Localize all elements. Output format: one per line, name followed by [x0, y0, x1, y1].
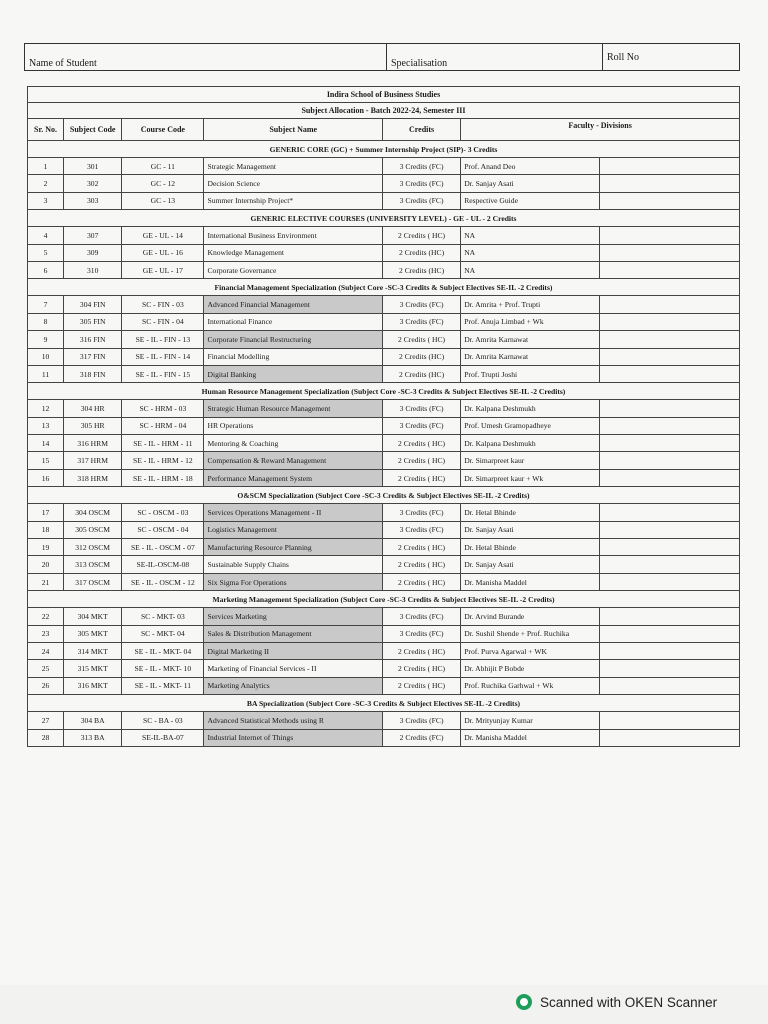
sr-no-cell: 12	[28, 400, 64, 417]
sr-no-cell: 10	[28, 348, 64, 365]
sr-no-cell: 23	[28, 625, 64, 642]
credits-cell: 2 Credits ( HC)	[382, 435, 460, 452]
roll-no-field	[603, 44, 738, 70]
division-cell	[599, 417, 739, 434]
credits-cell: 2 Credits ( HC)	[382, 677, 460, 694]
sr-no-cell: 6	[28, 261, 64, 278]
sr-no-cell: 7	[28, 296, 64, 313]
subject-code-cell: 304 BA	[64, 712, 122, 729]
credits-cell: 3 Credits (FC)	[382, 712, 460, 729]
faculty-cell: Dr. Hetal Bhinde	[461, 504, 599, 521]
sr-no-cell: 22	[28, 608, 64, 625]
subject-code-cell: 309	[64, 244, 122, 261]
table-row	[28, 642, 740, 659]
section-header-row	[28, 141, 740, 158]
course-code-cell: SC - HRM - 04	[122, 417, 204, 434]
credits-cell: 3 Credits (FC)	[382, 504, 460, 521]
student-name-label: Name of Student	[29, 58, 97, 69]
subject-code-cell: 313 BA	[64, 729, 122, 746]
section-header-row	[28, 487, 740, 504]
section-title: GENERIC ELECTIVE COURSES (UNIVERSITY LEVEL) - GE - UL - 2 Credits	[28, 210, 740, 227]
subject-name-cell: Services Marketing	[204, 608, 383, 625]
subject-code-cell: 304 FIN	[64, 296, 122, 313]
credits-cell: 3 Credits (FC)	[382, 158, 460, 175]
table-row	[28, 261, 740, 278]
table-row	[28, 504, 740, 521]
subject-name-cell: Manufacturing Resource Planning	[204, 539, 383, 556]
subject-name-cell: Knowledge Management	[204, 244, 383, 261]
credits-cell: 2 Credits ( HC)	[382, 539, 460, 556]
subject-name-cell: Advanced Financial Management	[204, 296, 383, 313]
subject-code-cell: 317 FIN	[64, 348, 122, 365]
table-row	[28, 244, 740, 261]
faculty-cell: Dr. Kalpana Deshmukh	[461, 400, 599, 417]
allocation-title: Subject Allocation - Batch 2022-24, Semester III	[28, 103, 740, 119]
course-code-cell: SE - IL - MKT- 04	[122, 642, 204, 659]
credits-cell: 2 Credits ( HC)	[382, 660, 460, 677]
sr-no-cell: 16	[28, 469, 64, 486]
table-row	[28, 608, 740, 625]
sr-no-cell: 9	[28, 331, 64, 348]
sr-no-cell: 21	[28, 573, 64, 590]
table-row	[28, 175, 740, 192]
division-cell	[599, 261, 739, 278]
subject-name-cell: Corporate Financial Restructuring	[204, 331, 383, 348]
credits-cell: 2 Credits ( HC)	[382, 642, 460, 659]
course-code-cell: SE - IL - FIN - 13	[122, 331, 204, 348]
table-row	[28, 400, 740, 417]
col-credits: Credits	[382, 119, 460, 141]
course-code-cell: SC - FIN - 04	[122, 313, 204, 330]
faculty-cell: Dr. Sanjay Asati	[461, 556, 599, 573]
course-code-cell: GE - UL - 16	[122, 244, 204, 261]
division-cell	[599, 642, 739, 659]
subject-name-cell: Logistics Management	[204, 521, 383, 538]
sr-no-cell: 24	[28, 642, 64, 659]
credits-cell: 2 Credits (HC)	[382, 244, 460, 261]
faculty-cell: Dr. Amrita + Prof. Trupti	[461, 296, 599, 313]
table-row	[28, 227, 740, 244]
faculty-cell: Dr. Manisha Maddel	[461, 729, 599, 746]
credits-cell: 2 Credits ( HC)	[382, 227, 460, 244]
credits-cell: 2 Credits ( HC)	[382, 469, 460, 486]
column-header-row	[28, 119, 740, 141]
subject-name-cell: International Business Environment	[204, 227, 383, 244]
division-cell	[599, 712, 739, 729]
student-info-header	[24, 43, 740, 71]
credits-cell: 2 Credits ( HC)	[382, 573, 460, 590]
faculty-cell: Respective Guide	[461, 192, 599, 209]
division-cell	[599, 452, 739, 469]
specialisation-label: Specialisation	[391, 58, 448, 69]
sr-no-cell: 28	[28, 729, 64, 746]
subject-code-cell: 312 OSCM	[64, 539, 122, 556]
table-row	[28, 556, 740, 573]
course-code-cell: SC - OSCM - 03	[122, 504, 204, 521]
scanner-watermark	[516, 992, 717, 1012]
faculty-cell: NA	[461, 261, 599, 278]
subject-name-cell: Financial Modelling	[204, 348, 383, 365]
subject-code-cell: 304 MKT	[64, 608, 122, 625]
course-code-cell: SE - IL - HRM - 11	[122, 435, 204, 452]
subject-code-cell: 303	[64, 192, 122, 209]
col-faculty-divisions: Faculty - Divisions	[461, 119, 740, 141]
division-cell	[599, 625, 739, 642]
section-title: Financial Management Specialization (Subject Core -SC-3 Credits & Subject Electives SE-IL -2 Credits)	[28, 279, 740, 296]
course-code-cell: SE - IL - MKT- 10	[122, 660, 204, 677]
table-row	[28, 521, 740, 538]
col-sr-no: Sr. No.	[28, 119, 64, 141]
course-code-cell: SE - IL - MKT- 11	[122, 677, 204, 694]
sr-no-cell: 13	[28, 417, 64, 434]
table-row	[28, 365, 740, 382]
sr-no-cell: 11	[28, 365, 64, 382]
division-cell	[599, 331, 739, 348]
course-code-cell: SE-IL-OSCM-08	[122, 556, 204, 573]
subject-code-cell: 305 FIN	[64, 313, 122, 330]
division-cell	[599, 244, 739, 261]
subject-name-cell: Digital Marketing II	[204, 642, 383, 659]
sr-no-cell: 19	[28, 539, 64, 556]
course-code-cell: GE - UL - 17	[122, 261, 204, 278]
sr-no-cell: 25	[28, 660, 64, 677]
table-row	[28, 192, 740, 209]
subject-code-cell: 314 MKT	[64, 642, 122, 659]
subject-code-cell: 318 FIN	[64, 365, 122, 382]
course-code-cell: GC - 11	[122, 158, 204, 175]
credits-cell: 3 Credits (FC)	[382, 625, 460, 642]
sr-no-cell: 8	[28, 313, 64, 330]
subject-code-cell: 305 MKT	[64, 625, 122, 642]
division-cell	[599, 175, 739, 192]
faculty-cell: Prof. Anuja Limbad + Wk	[461, 313, 599, 330]
table-row	[28, 417, 740, 434]
faculty-cell: Dr. Amrita Karnawat	[461, 331, 599, 348]
section-title: Marketing Management Specialization (Subject Core -SC-3 Credits & Subject Electives SE-IL -2 Credits)	[28, 591, 740, 608]
credits-cell: 2 Credits ( HC)	[382, 556, 460, 573]
course-code-cell: SE - IL - HRM - 12	[122, 452, 204, 469]
course-code-cell: SE - IL - OSCM - 07	[122, 539, 204, 556]
subject-code-cell: 316 FIN	[64, 331, 122, 348]
section-header-row	[28, 591, 740, 608]
institute-title: Indira School of Business Studies	[28, 87, 740, 103]
section-header-row	[28, 279, 740, 296]
course-code-cell: SC - OSCM - 04	[122, 521, 204, 538]
subject-name-cell: Strategic Management	[204, 158, 383, 175]
subject-code-cell: 301	[64, 158, 122, 175]
subject-name-cell: Sales & Distribution Management	[204, 625, 383, 642]
student-name-field	[25, 44, 387, 70]
course-code-cell: SC - HRM - 03	[122, 400, 204, 417]
subject-name-cell: Digital Banking	[204, 365, 383, 382]
credits-cell: 2 Credits (HC)	[382, 261, 460, 278]
course-code-cell: SC - MKT- 03	[122, 608, 204, 625]
subject-code-cell: 316 MKT	[64, 677, 122, 694]
faculty-cell: NA	[461, 244, 599, 261]
subject-code-cell: 317 HRM	[64, 452, 122, 469]
credits-cell: 3 Credits (FC)	[382, 608, 460, 625]
sr-no-cell: 20	[28, 556, 64, 573]
subject-code-cell: 310	[64, 261, 122, 278]
faculty-cell: Dr. Abhijit P Bobde	[461, 660, 599, 677]
sr-no-cell: 26	[28, 677, 64, 694]
faculty-cell: Prof. Anand Deo	[461, 158, 599, 175]
table-row	[28, 729, 740, 746]
subject-name-cell: Six Sigma For Operations	[204, 573, 383, 590]
division-cell	[599, 573, 739, 590]
subject-name-cell: Strategic Human Resource Management	[204, 400, 383, 417]
faculty-cell: Dr. Hetal Bhinde	[461, 539, 599, 556]
division-cell	[599, 348, 739, 365]
table-row	[28, 660, 740, 677]
division-cell	[599, 677, 739, 694]
credits-cell: 3 Credits (FC)	[382, 521, 460, 538]
subject-code-cell: 307	[64, 227, 122, 244]
division-cell	[599, 469, 739, 486]
course-code-cell: SE - IL - HRM - 18	[122, 469, 204, 486]
course-code-cell: SE - IL - OSCM - 12	[122, 573, 204, 590]
table-row	[28, 625, 740, 642]
division-cell	[599, 435, 739, 452]
roll-no-label: Roll No	[607, 52, 639, 63]
subject-name-cell: Industrial Internet of Things	[204, 729, 383, 746]
faculty-cell: Dr. Sushil Shende + Prof. Ruchika	[461, 625, 599, 642]
section-header-row	[28, 383, 740, 400]
table-row	[28, 313, 740, 330]
table-row	[28, 452, 740, 469]
col-subject-code: Subject Code	[64, 119, 122, 141]
faculty-cell: Dr. Sanjay Asati	[461, 521, 599, 538]
credits-cell: 2 Credits (HC)	[382, 348, 460, 365]
scanner-text: Scanned with OKEN Scanner	[540, 994, 718, 1010]
section-title: GENERIC CORE (GC) + Summer Internship Project (SIP)- 3 Credits	[28, 141, 740, 158]
division-cell	[599, 608, 739, 625]
subject-code-cell: 304 OSCM	[64, 504, 122, 521]
credits-cell: 3 Credits (FC)	[382, 192, 460, 209]
sr-no-cell: 3	[28, 192, 64, 209]
division-cell	[599, 365, 739, 382]
faculty-cell: Dr. Sanjay Asati	[461, 175, 599, 192]
subject-code-cell: 302	[64, 175, 122, 192]
subject-allocation-table	[27, 86, 740, 747]
table-row	[28, 712, 740, 729]
specialisation-field	[387, 44, 603, 70]
faculty-cell: Dr. Simarpreet kaur + Wk	[461, 469, 599, 486]
division-cell	[599, 660, 739, 677]
faculty-cell: Dr. Mrityunjay Kumar	[461, 712, 599, 729]
allocation-title-row	[28, 103, 740, 119]
subject-code-cell: 318 HRM	[64, 469, 122, 486]
subject-name-cell: Marketing Analytics	[204, 677, 383, 694]
subject-code-cell: 317 OSCM	[64, 573, 122, 590]
col-subject-name: Subject Name	[204, 119, 383, 141]
credits-cell: 2 Credits ( HC)	[382, 331, 460, 348]
sr-no-cell: 5	[28, 244, 64, 261]
institute-title-row	[28, 87, 740, 103]
subject-code-cell: 315 MKT	[64, 660, 122, 677]
credits-cell: 3 Credits (FC)	[382, 296, 460, 313]
table-row	[28, 435, 740, 452]
subject-code-cell: 305 OSCM	[64, 521, 122, 538]
division-cell	[599, 521, 739, 538]
sr-no-cell: 14	[28, 435, 64, 452]
division-cell	[599, 539, 739, 556]
sr-no-cell: 2	[28, 175, 64, 192]
sr-no-cell: 27	[28, 712, 64, 729]
section-title: BA Specialization (Subject Core -SC-3 Credits & Subject Electives SE-IL -2 Credits)	[28, 695, 740, 712]
faculty-cell: Dr. Arvind Burande	[461, 608, 599, 625]
credits-cell: 3 Credits (FC)	[382, 175, 460, 192]
division-cell	[599, 556, 739, 573]
faculty-cell: Prof. Trupti Joshi	[461, 365, 599, 382]
col-course-code: Course Code	[122, 119, 204, 141]
credits-cell: 2 Credits (HC)	[382, 365, 460, 382]
subject-name-cell: International Finance	[204, 313, 383, 330]
course-code-cell: GC - 13	[122, 192, 204, 209]
credits-cell: 2 Credits (FC)	[382, 729, 460, 746]
division-cell	[599, 192, 739, 209]
course-code-cell: SC - BA - 03	[122, 712, 204, 729]
division-cell	[599, 227, 739, 244]
table-row	[28, 348, 740, 365]
course-code-cell: SC - MKT- 04	[122, 625, 204, 642]
subject-code-cell: 316 HRM	[64, 435, 122, 452]
subject-name-cell: Mentoring & Coaching	[204, 435, 383, 452]
subject-name-cell: Services Operations Management - II	[204, 504, 383, 521]
division-cell	[599, 729, 739, 746]
sr-no-cell: 15	[28, 452, 64, 469]
table-row	[28, 158, 740, 175]
subject-name-cell: Advanced Statistical Methods using R	[204, 712, 383, 729]
subject-code-cell: 313 OSCM	[64, 556, 122, 573]
credits-cell: 2 Credits ( HC)	[382, 452, 460, 469]
course-code-cell: SE - IL - FIN - 14	[122, 348, 204, 365]
faculty-cell: Prof. Umesh Gramopadheye	[461, 417, 599, 434]
subject-code-cell: 304 HR	[64, 400, 122, 417]
course-code-cell: SE-IL-BA-07	[122, 729, 204, 746]
subject-name-cell: Corporate Governance	[204, 261, 383, 278]
subject-name-cell: Sustainable Supply Chains	[204, 556, 383, 573]
faculty-cell: Prof. Purva Agarwal + WK	[461, 642, 599, 659]
table-row	[28, 331, 740, 348]
oken-scanner-logo-icon	[516, 994, 532, 1010]
sr-no-cell: 18	[28, 521, 64, 538]
sr-no-cell: 17	[28, 504, 64, 521]
section-header-row	[28, 210, 740, 227]
credits-cell: 3 Credits (FC)	[382, 313, 460, 330]
division-cell	[599, 296, 739, 313]
faculty-cell: Dr. Manisha Maddel	[461, 573, 599, 590]
faculty-cell: NA	[461, 227, 599, 244]
subject-name-cell: Summer Internship Project*	[204, 192, 383, 209]
credits-cell: 3 Credits (FC)	[382, 400, 460, 417]
faculty-cell: Prof. Ruchika Garhwal + Wk	[461, 677, 599, 694]
course-code-cell: SE - IL - FIN - 15	[122, 365, 204, 382]
course-code-cell: GC - 12	[122, 175, 204, 192]
table-row	[28, 573, 740, 590]
faculty-cell: Dr. Simarpreet kaur	[461, 452, 599, 469]
course-code-cell: GE - UL - 14	[122, 227, 204, 244]
division-cell	[599, 400, 739, 417]
credits-cell: 3 Credits (FC)	[382, 417, 460, 434]
section-title: O&SCM Specialization (Subject Core -SC-3 Credits & Subject Electives SE-IL -2 Credits)	[28, 487, 740, 504]
subject-name-cell: Marketing of Financial Services - II	[204, 660, 383, 677]
table-row	[28, 296, 740, 313]
division-cell	[599, 504, 739, 521]
sr-no-cell: 1	[28, 158, 64, 175]
section-title: Human Resource Management Specialization (Subject Core -SC-3 Credits & Subject Electives SE-IL -2 Credits)	[28, 383, 740, 400]
subject-name-cell: Performance Management System	[204, 469, 383, 486]
course-code-cell: SC - FIN - 03	[122, 296, 204, 313]
subject-code-cell: 305 HR	[64, 417, 122, 434]
subject-name-cell: HR Operations	[204, 417, 383, 434]
section-header-row	[28, 695, 740, 712]
subject-name-cell: Compensation & Reward Management	[204, 452, 383, 469]
division-cell	[599, 158, 739, 175]
table-row	[28, 539, 740, 556]
subject-name-cell: Decision Science	[204, 175, 383, 192]
faculty-cell: Dr. Amrita Karnawat	[461, 348, 599, 365]
division-cell	[599, 313, 739, 330]
table-row	[28, 469, 740, 486]
table-row	[28, 677, 740, 694]
faculty-cell: Dr. Kalpana Deshmukh	[461, 435, 599, 452]
sr-no-cell: 4	[28, 227, 64, 244]
